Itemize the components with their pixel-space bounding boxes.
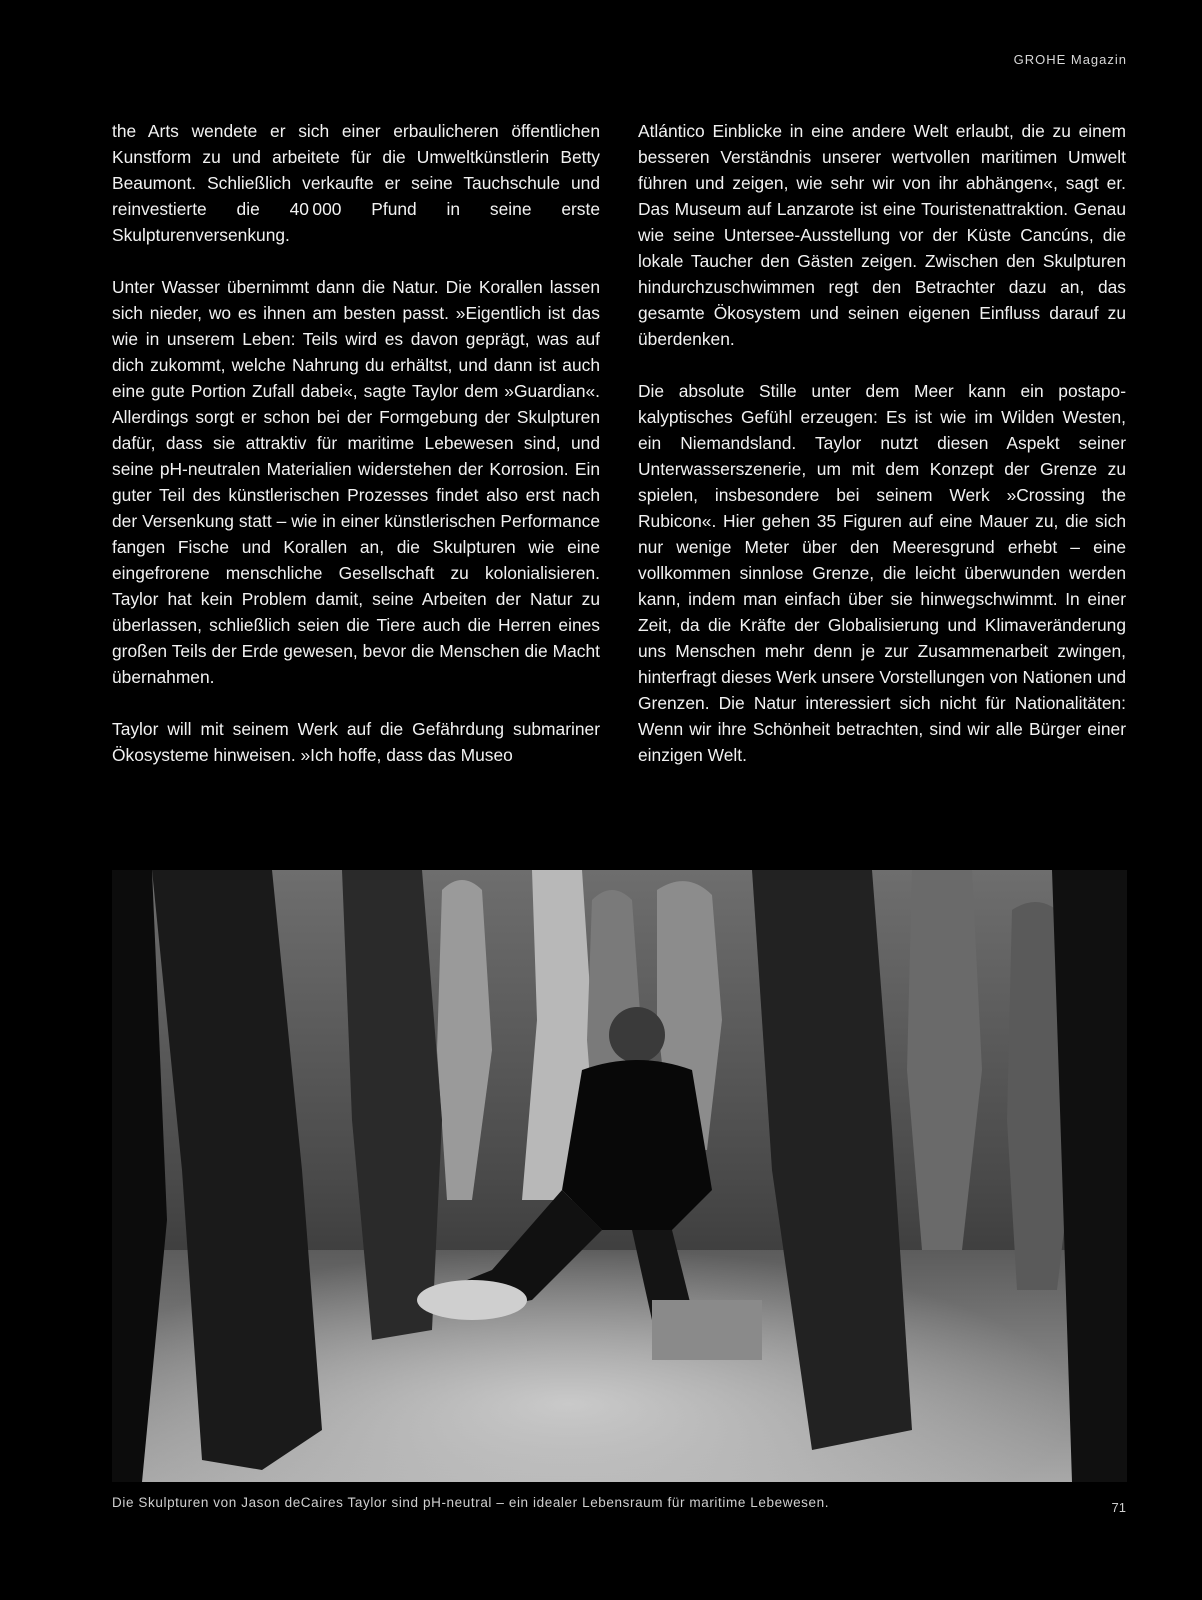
magazine-header: GROHE Magazin — [1013, 52, 1127, 67]
article-paragraph: the Arts wendete er sich einer erbaulicheren öffentlichen Kunstform zu und arbeitete für die Umweltkünstlerin Betty Beaumont. Schließlich verkaufte er seine Tauchschule und reinvestierte die 40 000 Pfund in seine erste Skulpturenversenkung. — [112, 121, 600, 245]
photo-caption: Die Skulpturen von Jason deCaires Taylor sind pH-neutral – ein idealer Lebensraum für maritime Lebewesen. — [112, 1495, 830, 1510]
article-paragraph: Unter Wasser übernimmt dann die Natur. Die Korallen lassen sich nieder, wo es ihnen am besten passt. »Eigentlich ist das wie in unserem Leben: Teils wird es davon geprägt, was auf dich zukommt, welche Nahrung du erhältst, und dann ist auch eine gute Portion Zufall dabei«, sagte Taylor dem »Guardian«. Allerdings sorgt er schon bei der Formgebung der Skulpturen dafür, dass sie attraktiv für maritime Lebewesen sind, und seine pH-neutralen Materialien widerstehen der Korrosion. Ein guter Teil des künstlerischen Prozesses findet also erst nach der Versenkung statt – wie in einer künstlerischen Performance fangen Fische und Korallen an, die Skulpturen wie eine eingefrorene menschliche Gesellschaft zu kolonialisieren. Taylor hat kein Problem damit, seine Arbeiten der Natur zu überlassen, schließlich seien die Tiere auch die Herren eines großen Teils der Erde gewesen, bevor die Menschen die Macht übernahmen. — [112, 277, 600, 687]
page-number: 71 — [1111, 1500, 1126, 1515]
article-paragraph: Die absolute Stille unter dem Meer kann ein postapokalyptisches Gefühl erzeugen: Es ist wie im Wilden Westen, ein Niemandsland. Taylor nutzt diesen Aspekt seiner Unterwasserszenerie, um mit dem Konzept der Grenze zu spielen, insbesondere bei seinem Werk »Crossing the Rubicon«. Hier gehen 35 Figuren auf eine Mauer zu, die sich nur wenige Meter über den Meeresgrund erhebt – eine vollkommen sinnlose Grenze, die leicht überwunden werden kann, indem man einfach über sie hinwegschwimmt. In einer Zeit, da die Kräfte der Globalisierung und Klimaveränderung uns Menschen mehr denn je zur Zusammenarbeit zwingen, hinterfragt dieses Werk unsere Vorstellungen von Nationen und Grenzen. Die Natur interessiert sich nicht für Nationalitäten: Wenn wir ihre Schönheit betrachten, sind wir alle Bürger einer einzigen Welt. — [638, 381, 1126, 765]
article-paragraph: Atlántico Einblicke in eine andere Welt erlaubt, die zu einem besseren Verständnis unserer wertvollen maritimen Umwelt führen und zeigen, wie sehr wir von ihr abhängen«, sagt er. Das Museum auf Lanzarote ist eine Touristenattraktion. Genau wie seine Untersee-Ausstellung vor der Küste Cancúns, die lokale Taucher den Gästen zeigen. Zwischen den Skulpturen hindurchzuschwimmen regt den Betrachter dazu an, das gesamte Ökosystem und seinen eigenen Einfluss darauf zu überdenken. — [638, 121, 1126, 349]
article-column-right — [638, 118, 1126, 794]
sculpture-photo-illustration — [112, 870, 1127, 1482]
article-column-left — [112, 118, 600, 794]
article-paragraph: Taylor will mit seinem Werk auf die Gefährdung submariner Ökosysteme hinweisen. »Ich hoffe, dass das Museo — [112, 719, 600, 765]
sculpture-photo — [112, 870, 1127, 1482]
